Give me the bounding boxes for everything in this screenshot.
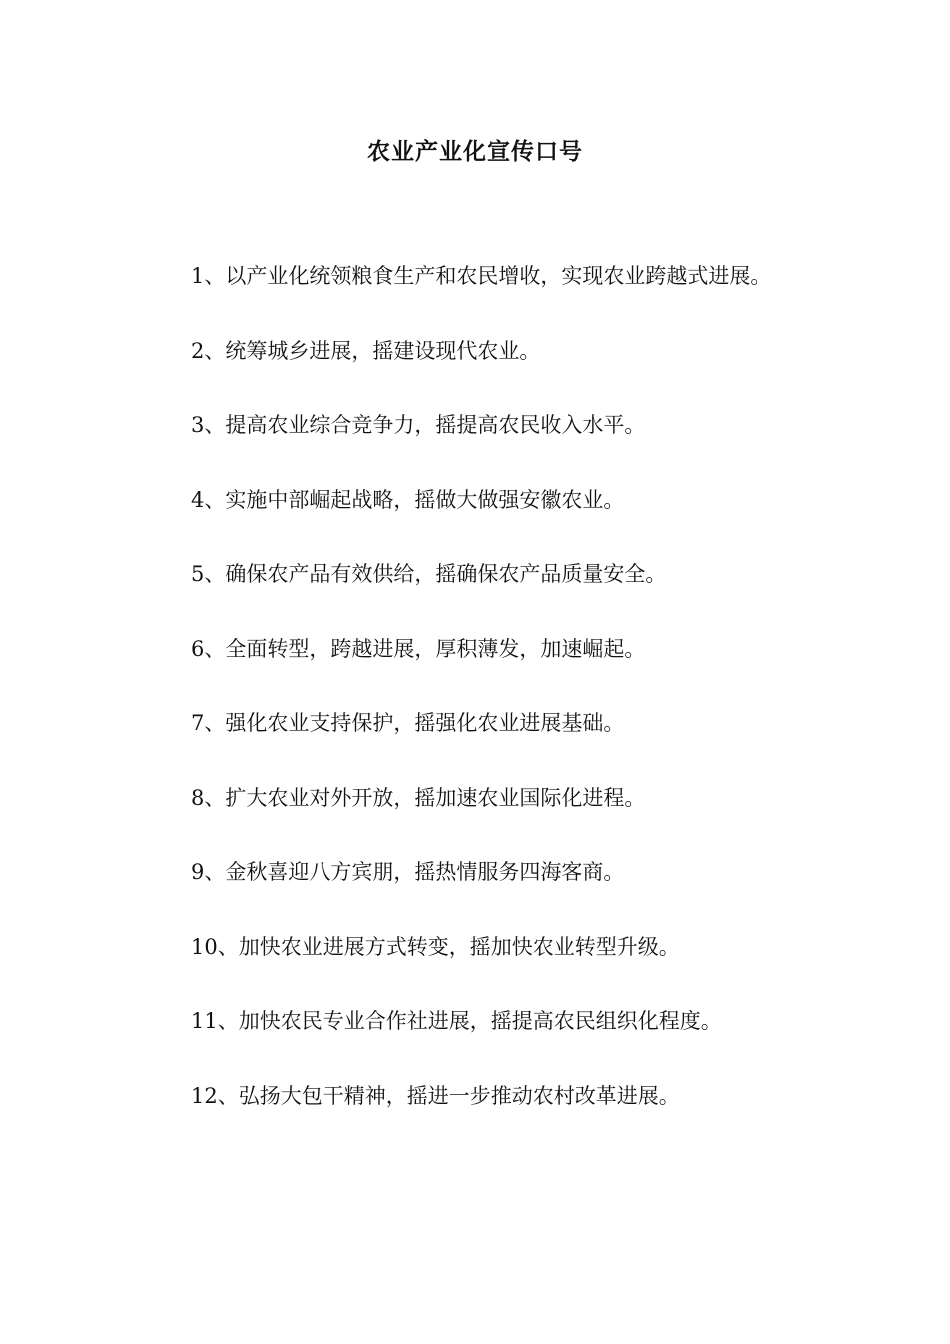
slogan-item-5: 5、确保农产品有效供给，摇确保农产品质量安全。 bbox=[191, 562, 667, 586]
slogan-item-3: 3、提高农业综合竞争力，摇提高农民收入水平。 bbox=[191, 413, 646, 437]
document-title: 农业产业化宣传口号 bbox=[367, 138, 583, 165]
slogan-item-8: 8、扩大农业对外开放，摇加速农业国际化进程。 bbox=[191, 785, 646, 810]
slogan-item-9: 9、金秋喜迎八方宾朋，摇热情服务四海客商。 bbox=[191, 860, 625, 884]
slogan-item-7: 7、强化农业支持保护，摇强化农业进展基础。 bbox=[191, 711, 625, 735]
slogan-item-11: 11、加快农民专业合作社进展，摇提高农民组织化程度。 bbox=[191, 1009, 722, 1033]
slogan-item-1: 1、以产业化统领粮食生产和农民增收，实现农业跨越式进展。 bbox=[191, 264, 772, 288]
slogan-item-2: 2、统筹城乡进展，摇建设现代农业。 bbox=[191, 338, 541, 363]
slogan-item-10: 10、加快农业进展方式转变，摇加快农业转型升级。 bbox=[191, 934, 680, 959]
slogan-item-6: 6、全面转型，跨越进展，厚积薄发，加速崛起。 bbox=[191, 636, 646, 661]
slogan-item-4: 4、实施中部崛起战略，摇做大做强安徽农业。 bbox=[191, 487, 625, 512]
slogan-item-12: 12、弘扬大包干精神，摇进一步推动农村改革进展。 bbox=[191, 1083, 680, 1108]
slogan-list bbox=[145, 258, 825, 1152]
